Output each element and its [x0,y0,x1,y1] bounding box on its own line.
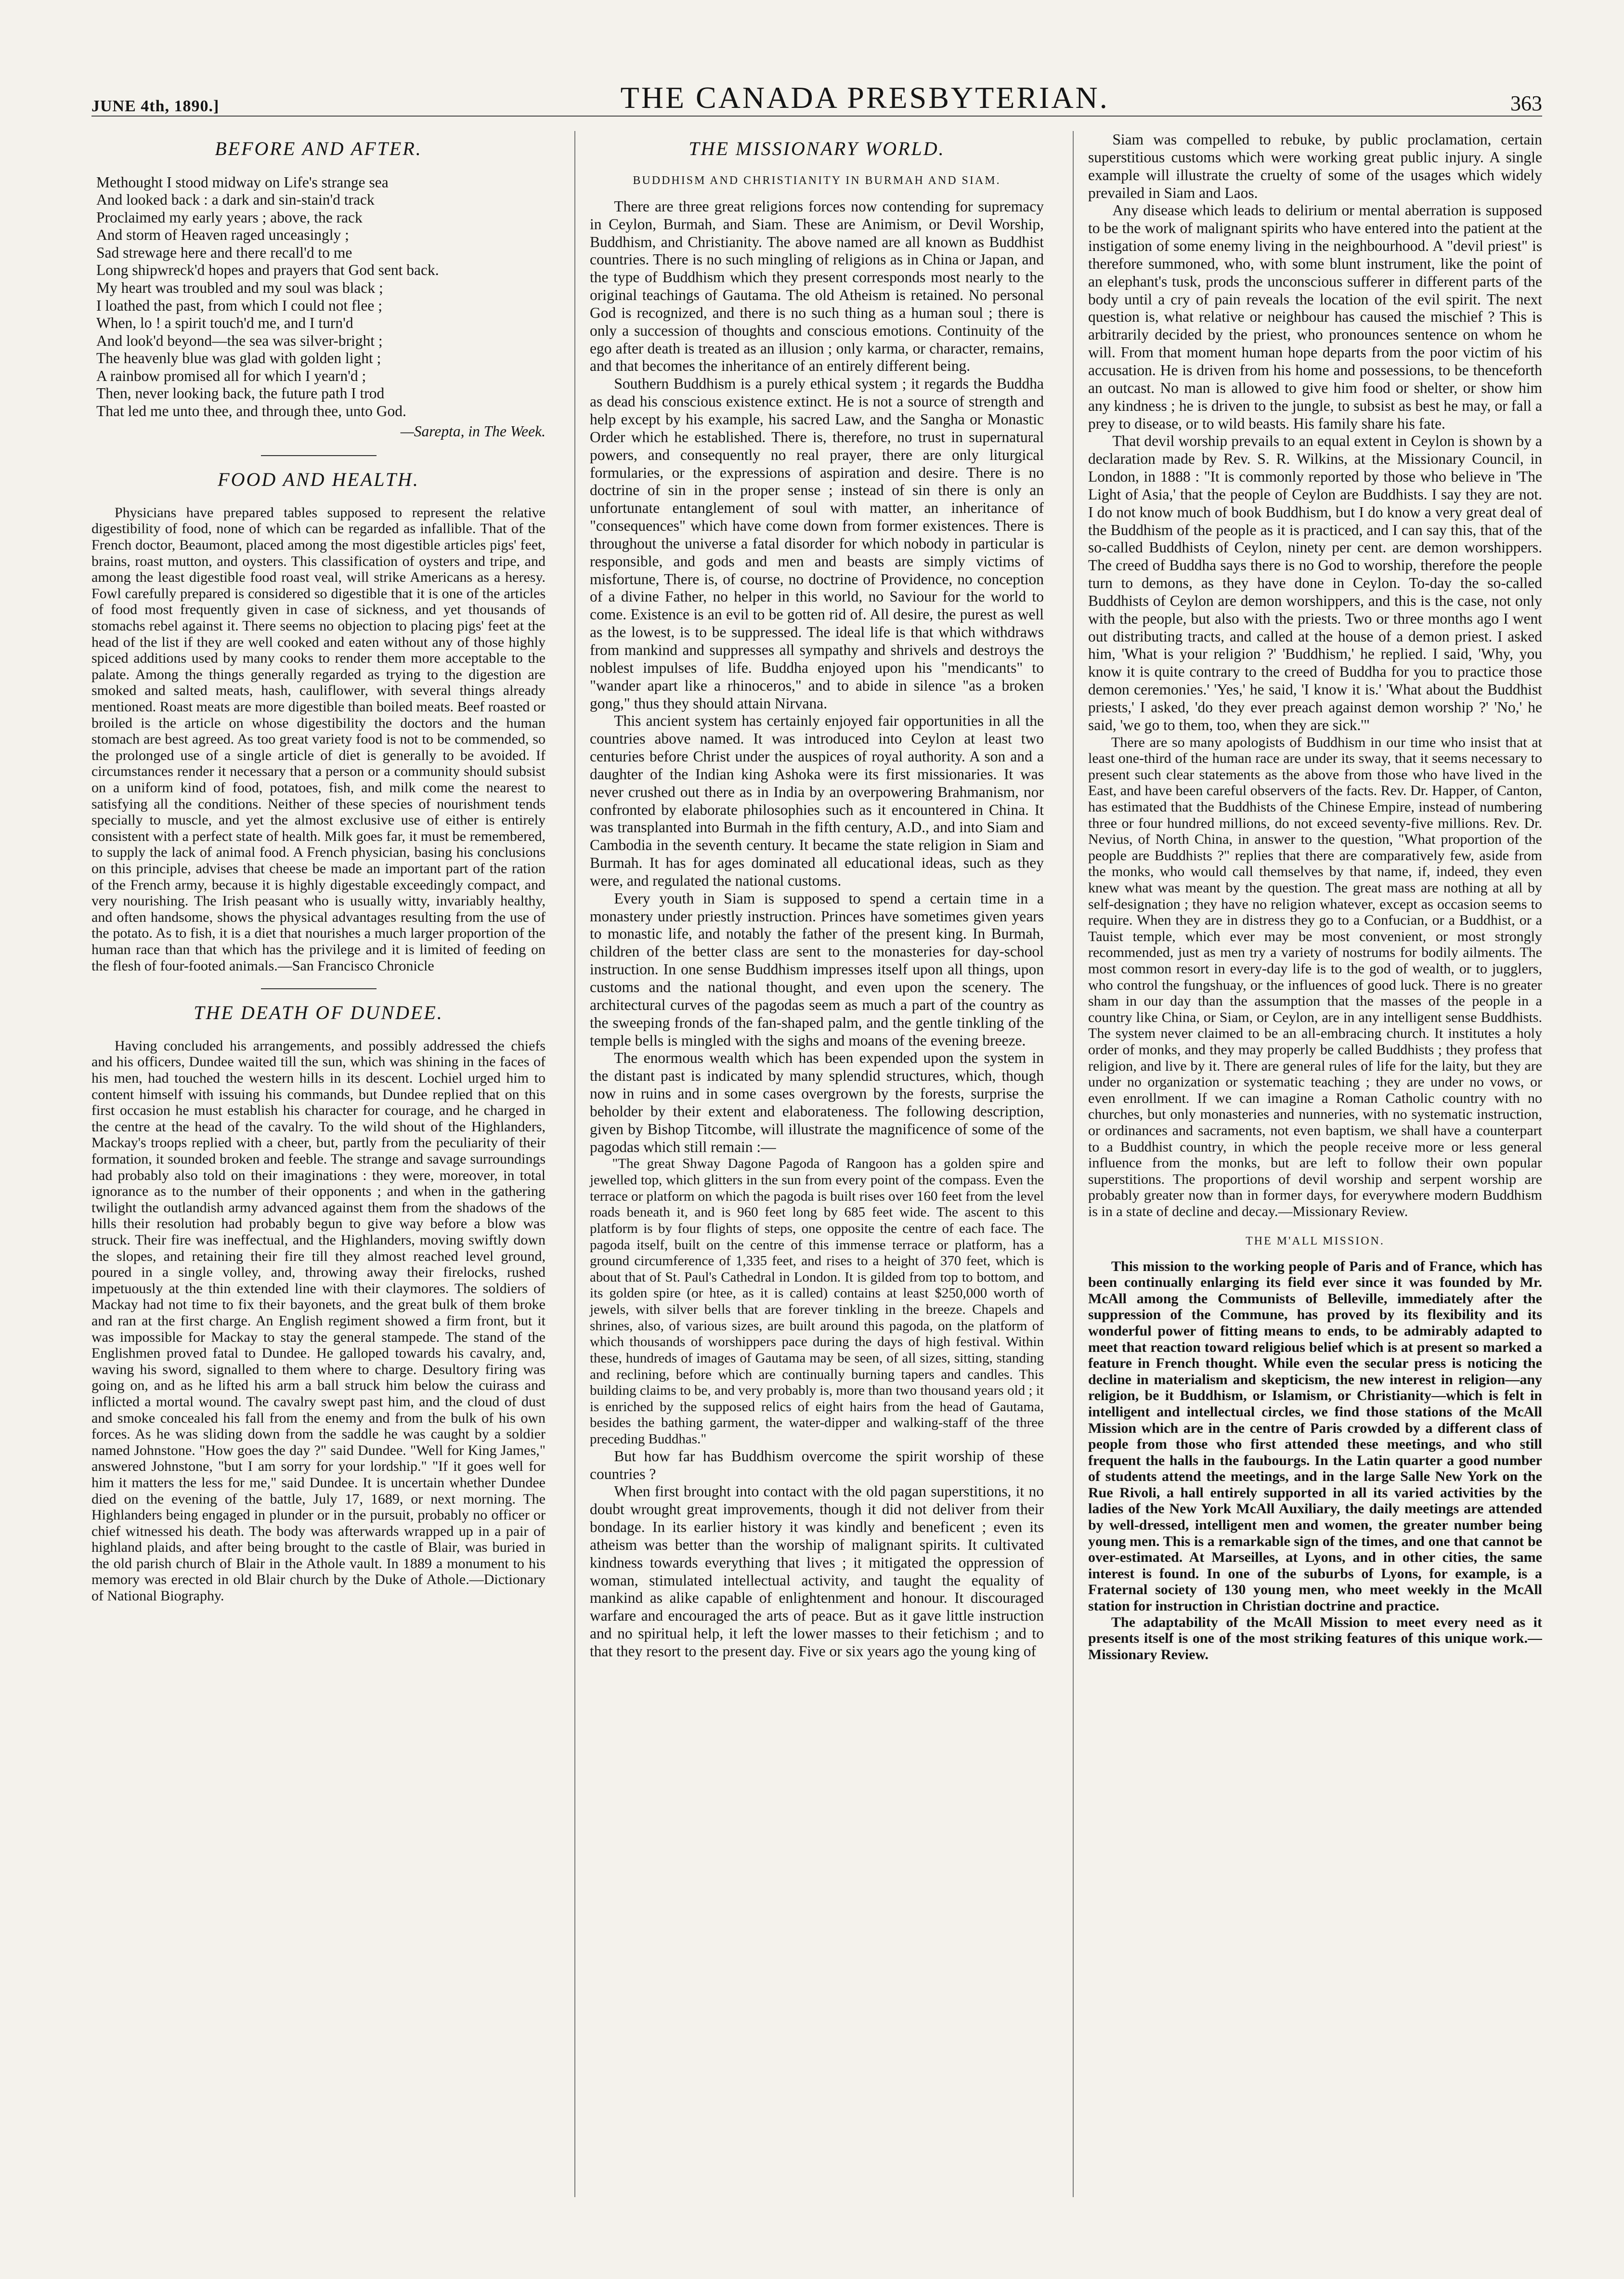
poem-title: BEFORE AND AFTER. [215,138,422,159]
poem-line: The heavenly blue was glad with golden light ; [96,350,381,367]
column-1 [91,131,546,2197]
paragraph: When first brought into contact with the old pagan superstitions, it no doubt wrought great improvements, though it did not deliver from their bondage. In its earlier history it was kindly and beneficent ; even its atheism was better than the worship of malignant spirits. It cultivated kindness towards everything that lives ; it mitigated the oppression of woman, stimulated intellectual activity, and taught the equality of mankind as alike capable of enlightenment and honour. It discouraged warfare and encouraged the arts of peace. But as it gave little instruction and no spiritual help, it left the lower masses to their fetichism ; and to that they resort to the present day. Five or six years ago the young king of [590,1483,1044,1660]
poem-line: That led me unto thee, and through thee, unto God. [96,402,406,419]
poem-line: And storm of Heaven raged unceasingly ; [96,226,349,244]
poem-line: Long shipwreck'd hopes and prayers that God sent back. [96,262,439,279]
newspaper-title: THE CANADA PRESBYTERIAN. [620,80,1109,115]
missionary-world-title: THE MISSIONARY WORLD. [689,138,945,159]
paragraph: But how far has Buddhism overcome the spirit worship of these countries ? [590,1447,1044,1482]
poem-line: I loathed the past, from which I could not flee ; [96,297,382,314]
issue-date: JUNE 4th, 1890.] [91,97,220,115]
poem-line: Sad strewage here and there recall'd to me [96,244,352,261]
poem-line: Proclaimed my early years ; above, the rack [96,209,363,226]
section-divider [261,988,377,989]
column-3 [1073,131,1542,2197]
paragraph: Every youth in Siam is supposed to spend a certain time in a monastery under priestly instruction. Princes have sometimes given years to monastic life, and notably the father of the present king. In Burmah, children of the better class are sent to the monasteries for day-school instruction. In one sense Buddhism impresses itself upon all things, upon customs and the national thought, and even upon the scenery. The architectural curves of the pagodas seem as much a part of the country as the sweeping fronds of the fan-shaped palm, and the gentle tinkling of the temple bells is mingled with the sighs and moans of the evening breeze. [590,890,1044,1049]
section-divider [261,455,377,456]
poem-line: Methought I stood midway on Life's strange sea [96,173,389,191]
poem-line: Then, never looking back, the future path I trod [96,385,385,402]
buddhism-subtitle: BUDDHISM AND CHRISTIANITY IN BURMAH AND SIAM. [633,174,1001,187]
paragraph: Any disease which leads to delirium or mental aberration is supposed to be the work of malignant spirits who have entered into the patient at the instigation of some enemy living in the neighbourhood. A "devil priest" is therefore summoned, who, with some blunt instrument, like the point of an elephant's tusk, prods the unconscious sufferer in different parts of the body until a cry of pain reveals the location of the evil spirit. The next question is, what relative or neighbour has caused the mischief ? This is arbitrarily decided by the priest, who pronounces sentence on whom he will. From that moment human hope departs from the poor victim of his accusation. He is driven from his home and possessions, to be thenceforth an outcast. No man is allowed to give him food or shelter, or show him any kindness ; he is driven to the jungle, to subsist as best he may, or fall a prey to disease, or to wild beasts. His family share his fate. [1088,202,1542,432]
poem-line: And looked back : a dark and sin-stain'd track [96,191,375,209]
paragraph: There are three great religions forces now contending for supremacy in Ceylon, Burmah, and Siam. These are Animism, or Devil Worship, Buddhism, and Christianity. The above named are all known as Buddhist countries. There is no such mingling of religions as in China or Japan, and the type of Buddhism which they present corresponds most nearly to the original teachings of Gautama. The old Atheism is retained. No personal God is recognized, and there is no such thing as a human soul ; there is only a succession of thoughts and conscious emotions. Continuity of the ego after death is treated as an illusion ; only karma, or character, remains, and that becomes the inheritance of an entirely different being. [590,197,1044,375]
food-health-text: Physicians have prepared tables supposed to represent the relative digestibility of food, none of which can be regarded as infallible. That of the French doctor, Beaumont, placed among the most digestible articles pigs' feet, brains, roast mutton, and oysters. This classification of oysters and tripe, and among the least digestible food roast veal, will strike Americans as a heresy. Fowl carefully prepared is considered so digestible that it is one of the articles of food most frequently given in case of sickness, and yet thousands of stomachs rebel against it. There seems no objection to placing pigs' feet at the head of the list if they are well cooked and eaten without any of those highly spiced additions used by many cooks to render them more acceptable to the palate. Among the things generally regarded as trying to the digestion are smoked and salted meats, hash, cauliflower, with several things already mentioned. Roast meats are more digestible than boiled meats. Beef roasted or broiled is the article on whose digestibility the doctors and the human stomach are best agreed. As too great variety food is not to be commended, so the prolonged use of a single article of diet is generally to be avoided. If circumstances render it necessary that a person or a community should subsist on a uniform kind of food, potatoes, fish, and milk come the nearest to satisfying all the conditions. Neither of these species of nourishment tends specially to muscle, and yet the almost exclusive use of either is entirely consistent with a perfect state of health. Milk goes far, it must be remembered, to supply the lack of animal food. A French physician, basing his conclusions on this principle, advises that cheese be made an important part of the ration of the French army, because it is highly digestable exceedingly compact, and very nourishing. The Irish peasant who is usually witty, invariably healthy, and often handsome, shows the physical advantages resulting from the use of the potato. As to fish, it is a diet that nourishes a much larger proportion of the human race than that which has the privilege and it is limited of feeding on the flesh of four-footed animals.—San Francisco Chronicle [91,504,546,974]
page-number: 363 [1510,92,1542,115]
masthead [91,72,1542,117]
paragraph: The adaptability of the McAll Mission to meet every need as it presents itself is one of the most striking features of this unique work.—Missionary Review. [1088,1614,1542,1663]
poem-line: A rainbow promised all for which I yearn'd ; [96,367,366,384]
poem-line: When, lo ! a spirit touch'd me, and I turn'd [96,314,353,332]
paragraph: The enormous wealth which has been expended upon the system in the distant past is indicated by many splendid structures, which, though now in ruins and in some cases overgrown by the forests, surprise the beholder by their extent and elaborateness. The following description, given by Bishop Titcombe, will illustrate the magnificence of some of the pagodas which still remain :— [590,1049,1044,1155]
poem [91,174,546,420]
columns [91,131,1542,2197]
poem-line: And look'd beyond—the sea was silver-bright ; [96,332,383,349]
paragraph: That devil worship prevails to an equal extent in Ceylon is shown by a declaration made by Rev. S. R. Wilkins, at the Missionary Council, in London, in 1888 : "It is commonly reported by those who believe in 'The Light of Asia,' that the people of Ceylon are Buddhists. I say they are not. I do not know much of book Buddhism, but I do know a very great deal of the Buddhism of the people as it is practiced, and I can say this, that of the so-called Buddhists of Ceylon, ninety per cent. are demon worshippers. The creed of Buddha says there is no God to worship, therefore the people turn to demons, as they have done in Ceylon. To-day the so-called Buddhists of Ceylon are demon worshippers, and this is the case, not only with the people, but also with the priests. Two or three months ago I went out distributing tracts, and called at the house of a demon priest. I asked him, 'What is your religion ?' 'Buddhism,' he replied. I said, 'Why, you know it is quite contrary to the creed of Buddha for you to practice those demon ceremonies.' 'Yes,' he said, 'I know it is.' 'What about the Buddhist priests,' I asked, 'do they ever preach against demon worship ?' 'No,' he said, 'we go to them, too, when they are sick.'" [1088,432,1542,733]
poem-line: My heart was troubled and my soul was black ; [96,279,383,296]
paragraph: Siam was compelled to rebuke, by public proclamation, certain superstitious customs which were working great public injury. A single example will illustrate the cruelty of some of the usages which widely prevailed in Siam and Laos. [1088,131,1542,201]
paragraph: This ancient system has certainly enjoyed fair opportunities in all the countries above named. It was introduced into Ceylon at least two centuries before Christ under the auspices of royal authority. A son and a daughter of the Indian king Ashoka were its first missionaries. It was never crushed out there as in India by an overpowering Brahmanism, nor confronted by elaborate philosophies such as it encountered in China. It was transplanted into Burmah in the fifth century, A.D., and into Siam and Cambodia in the seventh century. It became the state religion in Siam and Burmah. It has for ages dominated all educational ideas, such as they were, and regulated the national customs. [590,712,1044,889]
food-health-title: FOOD AND HEALTH. [218,469,419,491]
poem-attribution: —Sarepta, in The Week. [400,423,546,440]
paragraph: This mission to the working people of Paris and of France, which has been continually enlarging its field ever since it was founded by Mr. McAll among the Communists of Belleville, immediately after the suppression of the Commune, has proved by its flexibility and its wonderful power of fitting means to ends, to be admirably adapted to meet that reaction toward religious belief which is at present so marked a feature in French thought. While even the secular press is noticing the decline in materialism and skepticism, the new interest in religion—any religion, be it Buddhism, or Islamism, or Christianity—which is felt in intelligent and intellectual circles, we find those stations of the McAll Mission which are in the centre of Paris crowded by a different class of people from those who first attended these meetings, and who still frequent the halls in the faubourgs. In the Latin quarter a good number of students attend the meetings, and in the large Salle New York on the Rue Rivoli, a hall entirely supported in all its varied activities by the ladies of the New York McAll Auxiliary, the daily meetings are attended by well-dressed, intelligent men and women, the greater number being young men. This is a remarkable sign of the times, and one that cannot be over-estimated. At Marseilles, at Lyons, and in other cities, the same interest is found. In one of the suburbs of Lyons, for example, is a Fraternal society of 130 young men, who meet weekly in the McAll station for instruction in Christian doctrine and practice. [1088,1258,1542,1614]
mcall-mission-title: THE M'ALL MISSION. [1246,1234,1385,1247]
dundee-text: Having concluded his arrangements, and possibly addressed the chiefs and his officers, Dundee waited till the sun, which was shining in the faces of his men, had touched the western hills in its descent. Lochiel urged him to content himself with issuing his commands, but Dundee replied that on this first occasion he must establish his character for courage, and he charged in the centre at the head of the cavalry. To the wild shout of the Highlanders, Mackay's troops replied with a cheer, but, partly from the peculiarity of their formation, it sounded broken and feeble. The strange and savage surroundings had probably also told on their imaginations : they were, moreover, in total ignorance as to the number of their opponents ; and when in the gathering twilight the outlandish army advanced against them from the shadows of the hills their resolution had probably begun to give way before a blow was struck. Their fire was ineffectual, and the Highlanders, moving swiftly down the slopes, and retaining their fire till they almost reached level ground, poured in a single volley, and, throwing away their firelocks, rushed impetuously at the thin extended line with their claymores. The soldiers of Mackay had not time to fix their bayonets, and the great bulk of them broke and ran at the first charge. An English regiment showed a firm front, but it was impossible for Mackay to stay the general stampede. The stand of the Englishmen proved fatal to Dundee. He galloped towards his cavalry, and, waving his sword, signalled to them where to charge. Desultory firing was going on, and as he lifted his arm a ball struck him below the cuirass and inflicted a mortal wound. The cavalry swept past him, and the cloud of dust and smoke concealed his fall from the enemy and from the bulk of his own forces. As he was sliding down from the saddle he was caught by a soldier named Johnstone. "How goes the day ?" said Dundee. "Well for King James," answered Johnstone, "but I am sorry for your lordship." "If it goes well for him it matters the less for me," said Dundee. It is uncertain whether Dundee died on the evening of the battle, July 17, 1689, or next morning. The Highlanders being engaged in plunder or in the pursuit, probably no officer or chief witnessed his death. The body was afterwards wrapped up in a pair of highland plaids, and after being brought to the castle of Blair, was buried in the old parish church of Blair in the Athole vault. In 1889 a monument to his memory was erected in old Blair church by the Duke of Athole.—Dictionary of National Biography. [91,1037,546,1604]
column-2 [574,131,1044,2197]
paragraph: Southern Buddhism is a purely ethical system ; it regards the Buddha as dead his conscious existence extinct. He is not a source of strength and help except by his example, his sacred Law, and the Sangha or Monastic Order which he established. There is, therefore, no trust in supernatural powers, and consequently no real prayer, there are only liturgical formularies, or the expressions of aspiration and desire. There is no doctrine of sin in the proper sense ; instead of sin there is only an unfortunate entanglement of soul with matter, an inheritance of "consequences" which have come down from former existences. There is throughout the universe a fatal disorder for which nobody in particular is responsible, and gods and men and beasts are simply victims of misfortune, There is, of course, no doctrine of Providence, no conception of a divine Father, no helper in this world, no Saviour for the world to come. Existence is an evil to be gotten rid of. All desire, the purest as well as the lowest, is to be suppressed. The ideal life is that which withdraws from mankind and suppresses all sympathy and shrivels and destroys the noblest impulses of life. Buddha enjoyed upon his "mendicants" to "wander apart like a rhinoceros," and to abide in silence "as a broken gong," thus they should attain Nirvana. [590,375,1044,712]
pagoda-quote: "The great Shway Dagone Pagoda of Rangoon has a golden spire and jewelled top, which glitters in the sun from every point of the compass. Even the terrace or platform on which the pagoda is built rises over 160 feet from the level roads beneath it, and is 960 feet long by 685 feet wide. The ascent to this platform is by four flights of steps, one opposite the centre of each face. The pagoda itself, built on the centre of this immense terrace or platform, has a ground circumference of 1,335 feet, and rises to a height of 370 feet, which is about that of St. Paul's Cathedral in London. It is gilded from top to bottom, and its golden spire (or htee, as it is called) contains at least $250,000 worth of jewels, with silver bells that are forever tinkling in the breeze. Chapels and shrines, also, of various sizes, are built around this pagoda, on the platform of which thousands of worshippers pace during the days of high festival. Within these, hundreds of images of Gautama may be seen, of all sizes, sitting, standing and reclining, before which are continually burning tapers and candles. This building claims to be, and very probably is, more than two thousand years old ; it is enriched by the supposed relics of eight hairs from the head of Gautama, besides the bathing garment, the water-dipper and walking-staff of the three preceding Buddhas." [590,1156,1044,1447]
paragraph: There are so many apologists of Buddhism in our time who insist that at least one-third of the human race are under its sway, that it seems necessary to present such clear statements as the above from those who have lived in the East, and have been careful observers of the facts. Rev. Dr. Happer, of Canton, has estimated that the Buddhists of the Chinese Empire, instead of numbering three or four hundred millions, do not exceed seventy-five millions. Rev. Dr. Nevius, of North China, in answer to the question, "What proportion of the people are Buddhists ?" replies that there are comparatively few, aside from the monks, who would call themselves by that name, if, indeed, they even knew what was meant by the question. The great mass are nothing at all by self-designation ; they have no religion whatever, except as occasion seems to require. When they are in distress they go to a Confucian, or a Buddhist, or a Tauist temple, which ever may be most convenient, or most strongly recommended, just as men try a variety of nostrums for bodily ailments. The most common resort in every-day life is to the god of wealth, or to jugglers, who control the fungshuay, or the influences of good luck. There is no greater sham in our day than the assumption that the masses of the people in a country like China, or Siam, or Ceylon, are in any intelligent sense Buddhists. The system never claimed to be an all-embracing church. It institutes a holy order of monks, and they may properly be called Buddhists ; they profess that religion, and live by it. There are general rules of life for the laity, but they are under no organization or systematic teaching ; they are under no vows, or even enrollment. If we can imagine a Roman Catholic country with no churches, but only monasteries and nunneries, with no systematic instruction, or ordinances and sacraments, not even baptism, we shall have a counterpart to a Buddhist country, in which the people receive more or less general influence from the monks, but are left to follow their own popular superstitions. The proportions of devil worship and serpent worship are probably greater now than in former days, for everywhere modern Buddhism is in a state of decline and decay.—Missionary Review. [1088,734,1542,1219]
dundee-title: THE DEATH OF DUNDEE. [194,1002,443,1024]
